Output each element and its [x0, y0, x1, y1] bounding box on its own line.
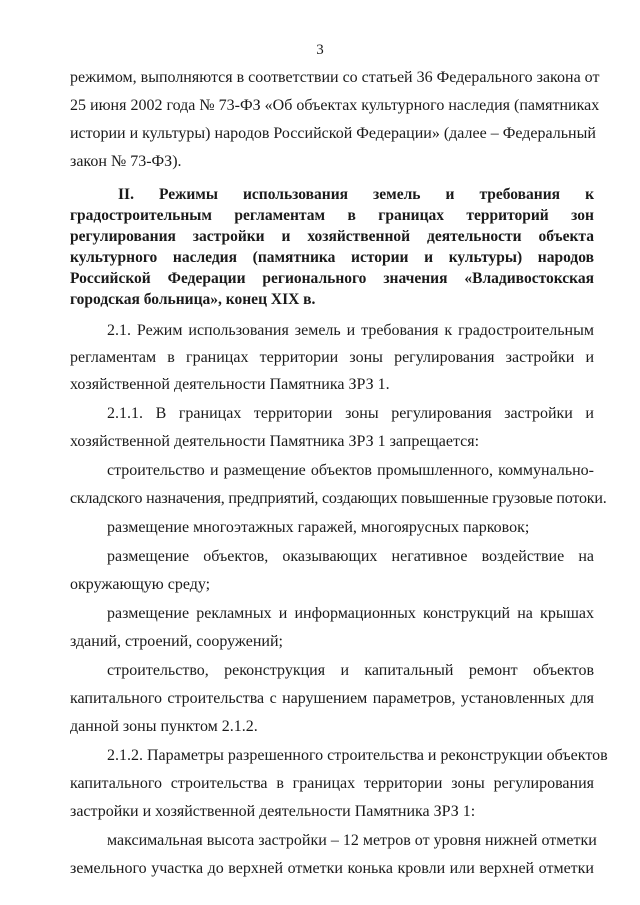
text-line: размещение рекламных и информационных конструкций на крышах	[107, 605, 594, 622]
section-heading-line: Российской Федерации регионального значения «Владивостокская	[70, 270, 594, 287]
text-line: строительство и размещение объектов промышленного, коммунально-	[107, 462, 594, 479]
section-heading-line: градостроительным регламентам в границах территорий зон	[70, 207, 594, 224]
text-line: зданий, строений, сооружений;	[70, 633, 283, 650]
text-line: застройки и хозяйственной деятельности Памятника ЗРЗ 1:	[70, 803, 476, 820]
page-number: 3	[316, 42, 324, 58]
text-line: 25 июня 2002 года № 73-ФЗ «Об объектах культурного наследия (памятниках	[70, 97, 600, 114]
section-heading-line: регулирования застройки и хозяйственной деятельности объекта	[70, 228, 594, 245]
section-heading-line: культурного наследия (памятника истории и культуры) народов	[70, 249, 594, 266]
text-line: размещение объектов, оказывающих негативное воздействие на	[107, 548, 594, 565]
text-line: 2.1. Режим использования земель и требования к градостроительным	[107, 322, 594, 339]
text-line: капитального строительства в границах территории зоны регулирования	[70, 775, 594, 792]
text-line: хозяйственной деятельности Памятника ЗРЗ 1 запрещается:	[70, 433, 480, 450]
section-heading-line: городская больница», конец XIX в.	[70, 291, 316, 308]
text-line: капитального строительства с нарушением параметров, установленных для	[70, 690, 594, 707]
text-line: 2.1.1. В границах территории зоны регулирования застройки и	[107, 405, 594, 422]
text-line: окружающую среду;	[70, 576, 211, 593]
text-line: земельного участка до верхней отметки конька кровли или верхней отметки	[70, 860, 594, 877]
text-line: данной зоны пунктом 2.1.2.	[70, 718, 258, 735]
text-line: хозяйственной деятельности Памятника ЗРЗ 1.	[70, 376, 390, 393]
text-line: максимальная высота застройки – 12 метров от уровня нижней отметки	[107, 832, 597, 849]
text-line: режимом, выполняются в соответствии со статьей 36 Федерального закона от	[70, 69, 600, 86]
text-line: строительство, реконструкция и капитальный ремонт объектов	[107, 662, 594, 679]
text-line: регламентам в границах территории зоны регулирования застройки и	[70, 349, 594, 366]
text-line: закон № 73-ФЗ).	[70, 153, 182, 170]
section-heading-line: II. Режимы использования земель и требования к	[118, 186, 594, 203]
text-line: складского назначения, предприятий, создающих повышенные грузовые потоки.	[70, 490, 607, 507]
text-line: размещение многоэтажных гаражей, многоярусных парковок;	[107, 519, 530, 536]
text-line: 2.1.2. Параметры разрешенного строительства и реконструкции объектов	[107, 747, 608, 764]
text-line: истории и культуры) народов Российской Федерации» (далее – Федеральный	[70, 125, 596, 142]
